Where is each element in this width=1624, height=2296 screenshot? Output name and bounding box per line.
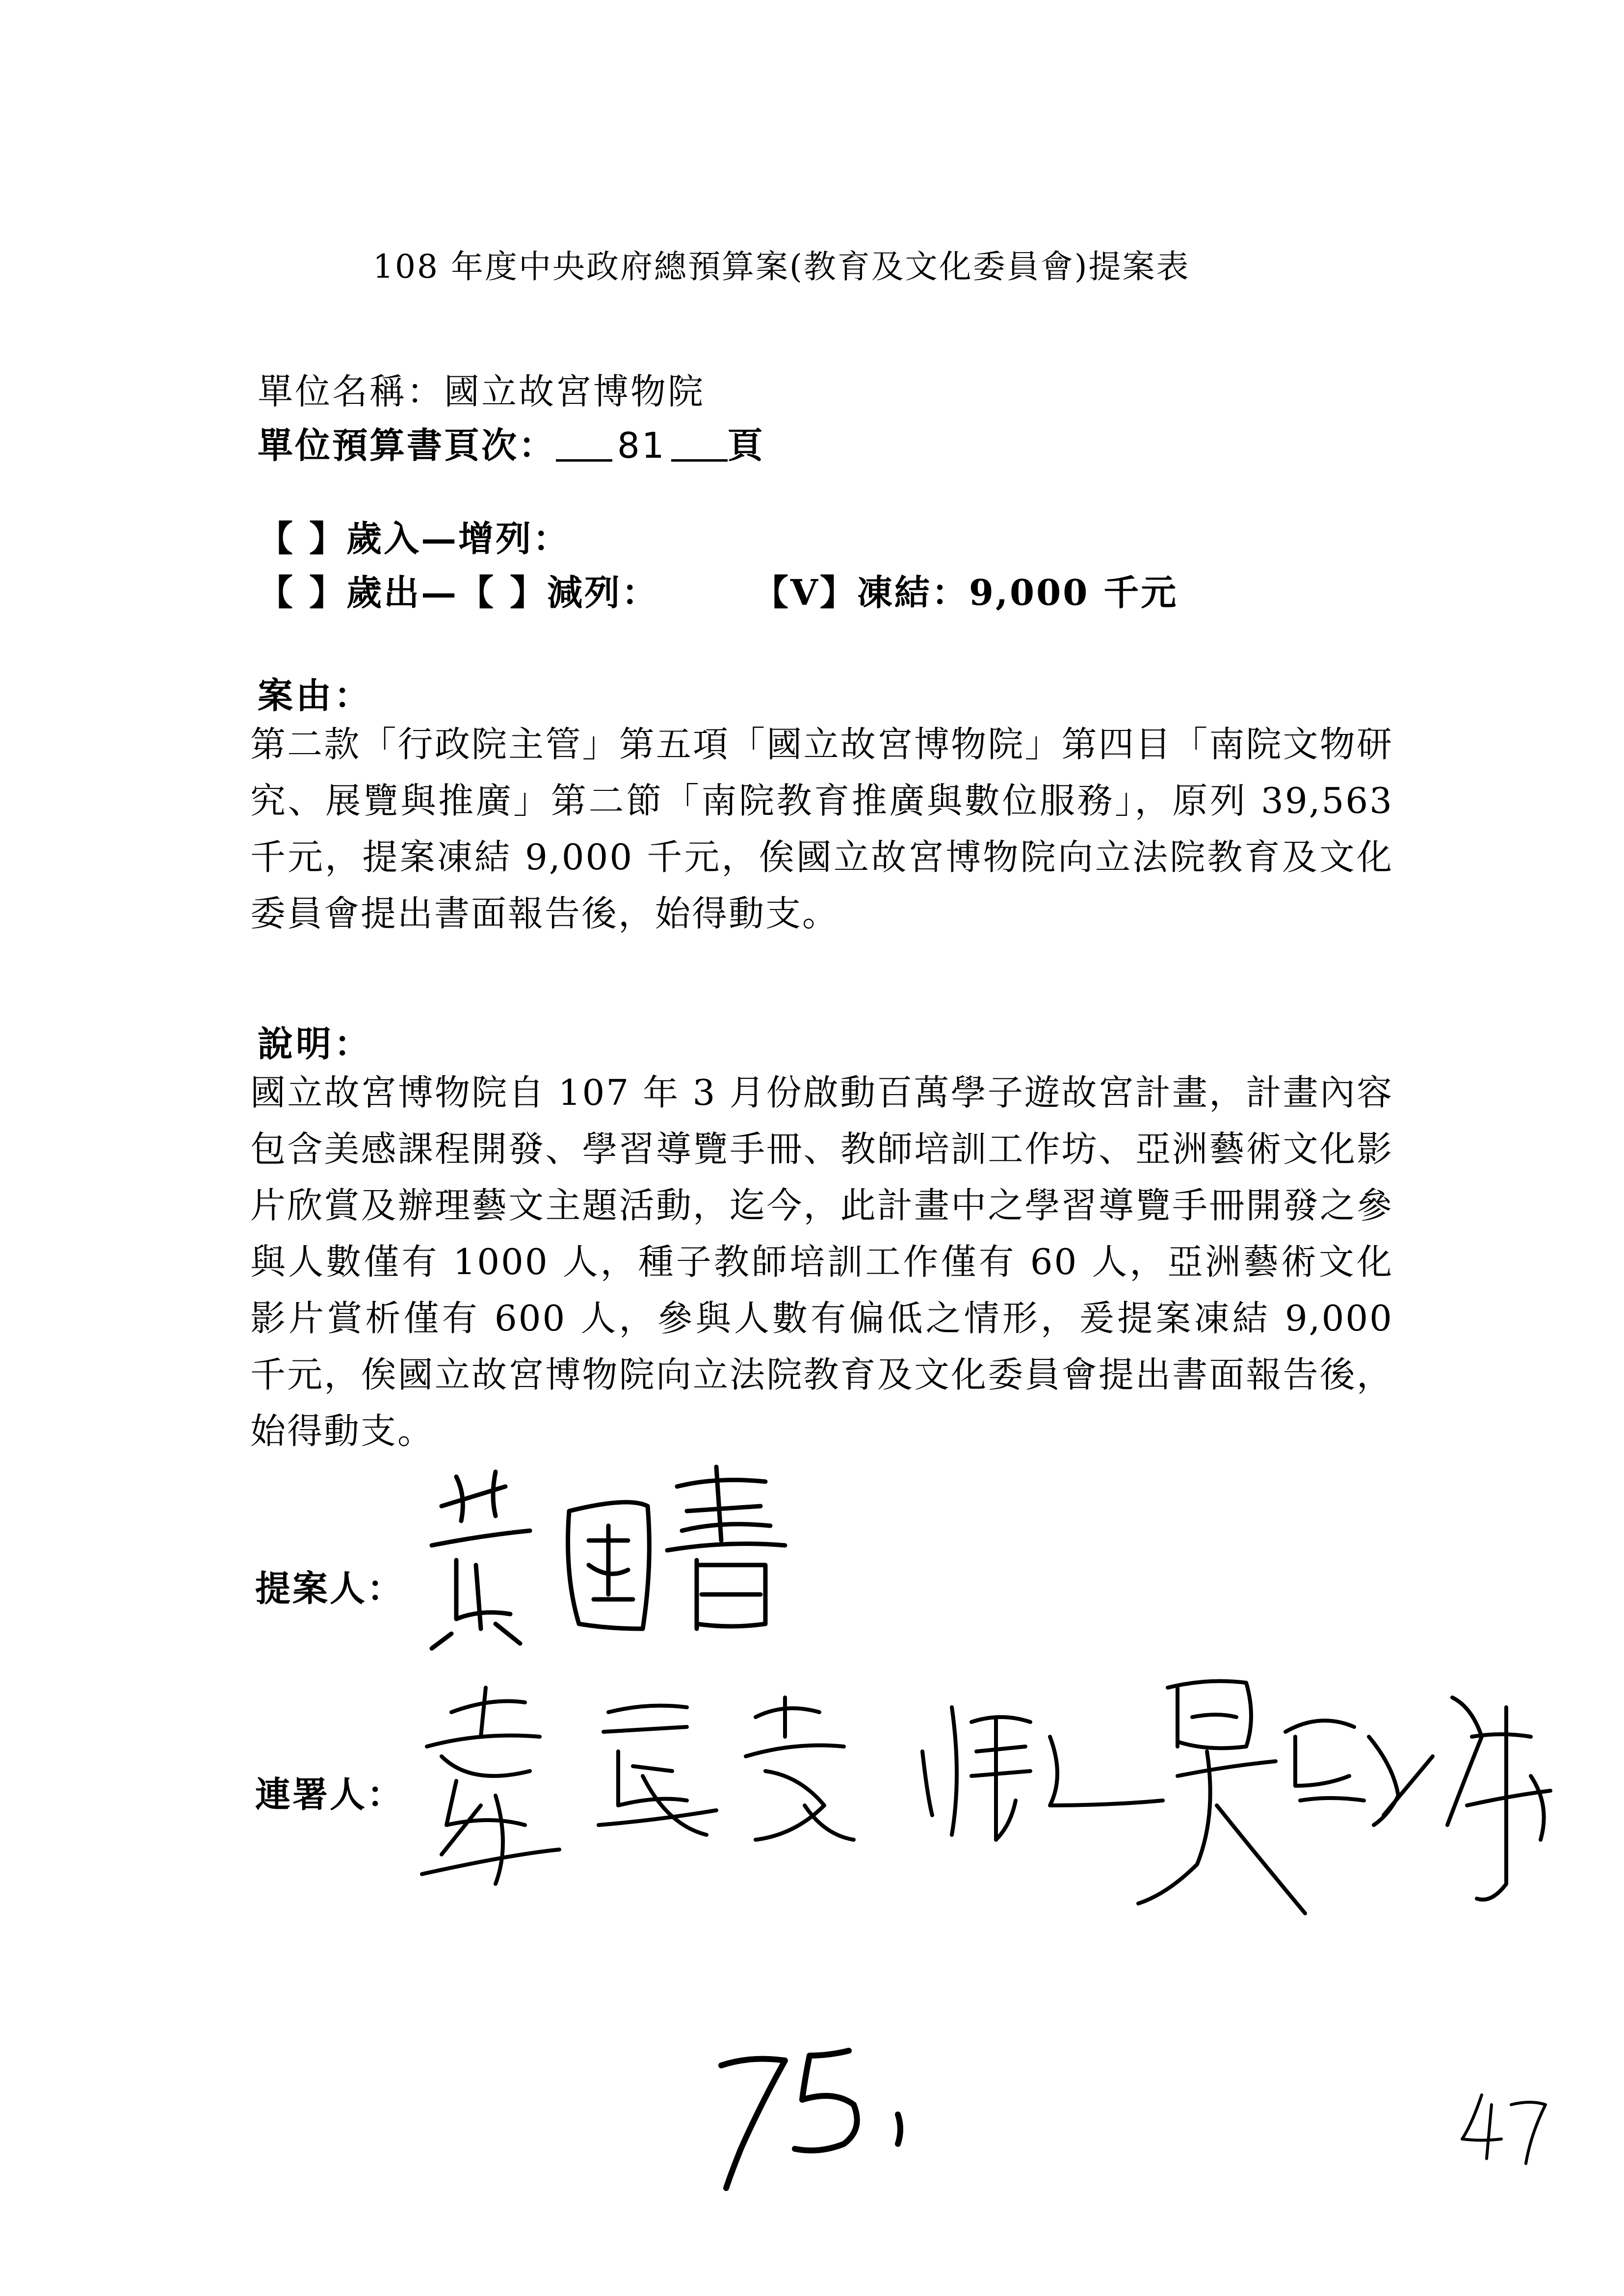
proposer-signature: [422, 1467, 814, 1653]
document-title: 108 年度中央政府總預算案(教育及文化委員會)提案表: [373, 248, 1190, 286]
revenue-increase-option: 【 】歲入—增列：: [258, 518, 571, 559]
budget-page-line: [258, 417, 765, 468]
underline-right: [671, 459, 728, 462]
budget-page-number: 81: [617, 425, 666, 466]
reason-heading: 案由：: [258, 675, 373, 716]
budget-page-suffix: 頁: [727, 424, 765, 466]
description-heading: 說明：: [258, 1023, 373, 1065]
description-text: 國立故宮博物院自 107 年 3 月份啟動百萬學子遊故宮計畫，計畫內容包含美感課程開發、學習導覽手冊、教師培訓工作坊、亞洲藝術文化影片欣賞及辦理藝文主題活動，迄今，此計畫中之學習導覽手冊開發之參與人數僅有 1000 人，種子教師培訓工作僅有 60 人，亞洲藝術文化影片賞析僅有 600 人，參與人數有偏低之情形，爰提案凍結 9,000 千元，俟國立故宮博物院向立法院教育及文化委員會提出書面報告後，始得動支。: [250, 1072, 1393, 1452]
reason-text: 第二款「行政院主管」第五項「國立故宮博物院」第四目「南院文物研究、展覽與推廣」第二節「南院教育推廣與數位服務」，原列 39,563 千元，提案凍結 9,000 千元，俟國立故宮博物院向立法院教育及文化委員會提出書面報告後，始得動支。: [250, 724, 1393, 934]
proposer-label: 提案人：: [255, 1567, 405, 1609]
budget-page-label: 單位預算書頁次：: [258, 424, 556, 466]
freeze-option: 【V】凍結：9,000 千元: [753, 572, 1179, 613]
handwritten-number-75: [687, 2041, 942, 2198]
handwritten-page-47: [1452, 2085, 1550, 2173]
page-corner-text: 47: [1452, 2085, 1453, 2086]
expenditure-option-row: [258, 564, 1179, 615]
cosigner-signatures: [412, 1678, 1599, 1953]
expenditure-option: 【 】歲出—【 】減列：: [258, 572, 659, 613]
underline-left: [556, 459, 612, 462]
unit-name: 單位名稱：國立故宮博物院: [258, 371, 706, 412]
cosigner-label: 連署人：: [255, 1774, 405, 1815]
